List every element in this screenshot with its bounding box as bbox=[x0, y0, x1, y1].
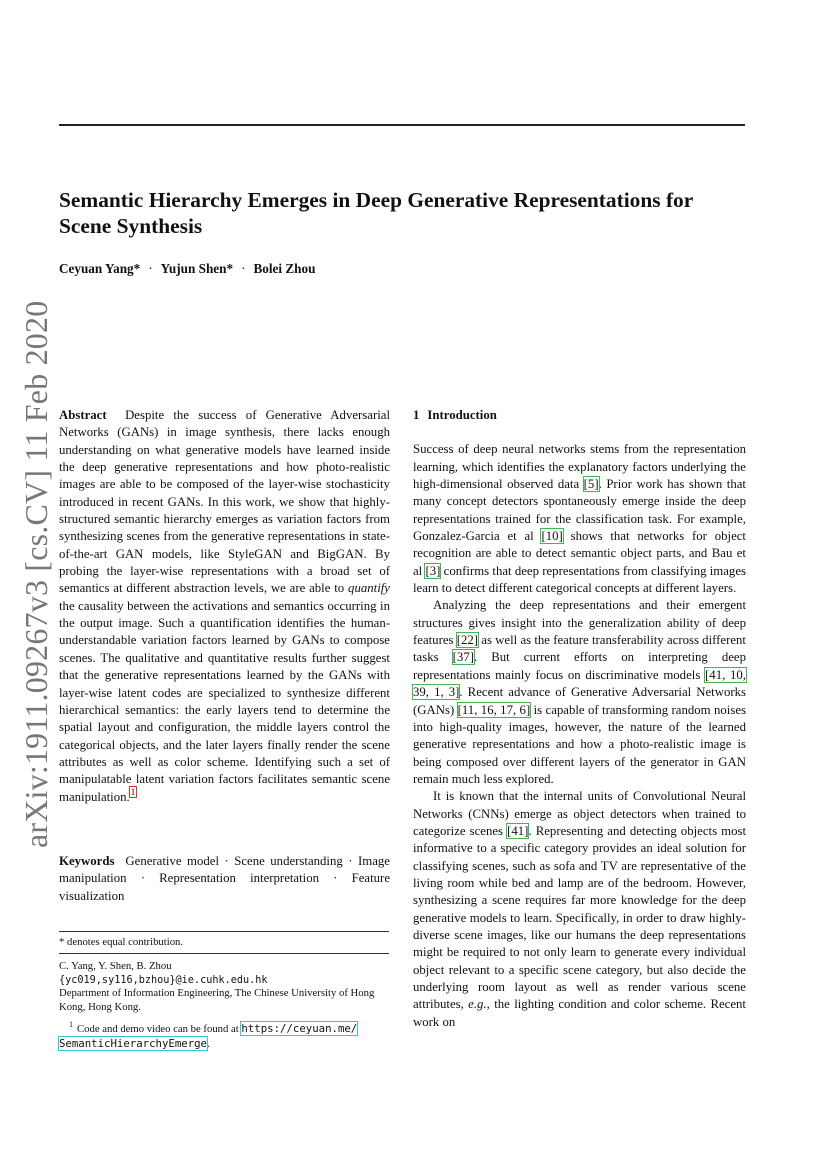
footnote-number: 1 bbox=[69, 1020, 73, 1030]
abstract-heading: Abstract bbox=[59, 408, 107, 422]
paragraph-emphasis: e.g. bbox=[468, 997, 487, 1012]
footnote-text: . bbox=[207, 1037, 210, 1050]
paragraph-text: , the lighting condition and color scheme. Recent work on bbox=[413, 997, 746, 1029]
footnote-marker[interactable]: 1 bbox=[130, 787, 136, 798]
keywords bbox=[59, 853, 390, 905]
citation-link[interactable]: [41] bbox=[507, 823, 529, 838]
citation-link[interactable]: [3] bbox=[425, 563, 441, 578]
author-names: C. Yang, Y. Shen, B. Zhou bbox=[59, 960, 172, 972]
keywords-text: Generative model · Scene understanding · Image manipulation · Representation interpretation · Feature visualization bbox=[59, 854, 390, 903]
paragraph-text: Analyzing the deep representations and their emergent structures gives insight into the generalization ability of deep features bbox=[413, 598, 746, 648]
author-name: Ceyuan Yang* bbox=[59, 261, 141, 276]
paragraph bbox=[413, 788, 746, 1031]
citation-link[interactable]: [11, 16, 17, 6] bbox=[457, 702, 531, 717]
code-url-link[interactable]: https://ceyuan.me/ bbox=[241, 1022, 358, 1035]
paragraph-text: is capable of transforming random noises into high-quality images, however, the nature of the learned generative representations and how a photo-realistic image is being composed over different layers of the generator in GAN remain much less explored. bbox=[413, 702, 746, 786]
abstract-text: Despite the success of Generative Adversarial Networks (GANs) in image synthesis, there lacks enough understanding on what generative models have learned inside the deep generative representations and how photo-realistic images are able to be composed of the layer-wise stochasticity introduced in recent GANs. In this work, we show that highly-structured semantic hierarchy emerges as variation factors from synthesizing scenes from the generative representations in state-of-the-art GAN models, like StyleGAN and BigGAN. By probing the layer-wise representations with a broad set of semantics at different abstraction levels, we are able to bbox=[59, 408, 391, 596]
affiliation: Department of Information Engineering, The Chinese University of Hong Kong, Hong Kong. bbox=[59, 987, 375, 1013]
paragraph bbox=[413, 597, 746, 788]
footnote-code-link bbox=[59, 1022, 390, 1051]
top-rule bbox=[59, 124, 745, 126]
abstract-emphasis: quantify bbox=[348, 581, 390, 596]
code-url-link[interactable]: SemanticHierarchyEmerge bbox=[59, 1036, 207, 1050]
author-separator: · bbox=[148, 261, 153, 276]
author-emails: {yc019,sy116,bzhou}@ie.cuhk.edu.hk bbox=[59, 974, 268, 986]
paragraph-text: . But current efforts on interpreting deep representations mainly focus on discriminative models bbox=[413, 650, 747, 682]
keywords-heading: Keywords bbox=[59, 854, 115, 868]
paragraph-text: . Prior work has shown that many concept detectors spontaneously emerge inside the deep representations trained for the classification task. For example, Gonzalez-Garcia et al bbox=[413, 477, 746, 544]
citation-link[interactable]: [41, 10, 39, 1, 3] bbox=[413, 667, 747, 700]
paragraph-text: Success of deep neural networks stems from the representation learning, which identifies the explanatory factors underlying the high-dimensional observed data bbox=[413, 442, 746, 492]
abstract-text: the causality between the activations and semantics occurring in the output image. Such a quantification identifies the human-understandable variation factors learned by GANs to compose scenes. The qualitative and quantitative results further suggest that the generative representations learned by the GANs with layer-wise latent codes are specialized to synthesize different hierarchical semantics: the early layers tend to determine the spatial layout and configuration, the middle layers control the categorical objects, and the later layers finally render the scene attributes as well as color scheme. Identifying such a set of manipulatable latent variation factors facilitates semantic scene manipulation. bbox=[59, 598, 390, 804]
introduction-section bbox=[413, 407, 746, 1031]
paper-title: Semantic Hierarchy Emerges in Deep Generative Representations for Scene Synthesis bbox=[59, 188, 693, 238]
footnote-rule bbox=[59, 931, 389, 932]
paragraph-text: . Recent advance of Generative Adversarial Networks (GANs) bbox=[413, 685, 747, 717]
paragraph-text: as well as the feature transferability across different tasks bbox=[413, 633, 746, 665]
author-name: Yujun Shen* bbox=[160, 261, 234, 276]
author-separator: · bbox=[241, 261, 246, 276]
citation-link[interactable]: [10] bbox=[541, 529, 563, 544]
section-heading bbox=[413, 407, 746, 424]
abstract bbox=[59, 407, 390, 806]
footnote-equal-contribution: * denotes equal contribution. bbox=[59, 936, 184, 948]
citation-link[interactable]: [5] bbox=[583, 477, 599, 492]
author-affiliation-block bbox=[59, 960, 390, 1014]
section-number: 1 bbox=[413, 408, 420, 422]
arxiv-identifier: arXiv:1911.09267v3 [cs.CV] 11 Feb 2020 bbox=[18, 300, 54, 848]
citation-link[interactable]: [22] bbox=[456, 633, 479, 648]
author-name: Bolei Zhou bbox=[253, 261, 316, 276]
paragraph-text: It is known that the internal units of Convolutional Neural Networks (CNNs) emerge as object detectors when trained to categorize scenes bbox=[413, 789, 746, 838]
footnote-rule bbox=[59, 953, 389, 954]
paragraph-text: shows that networks for object recognition are able to detect semantic object parts, and Bau et al bbox=[413, 529, 746, 578]
paragraph-text: . Representing and detecting objects most informative to a specific category provides an ideal solution for classifying scenes, such as sofa and TV are representative of the living room while bed and lamp are of the bedroom. However, synthesizing a scene requires far more knowledge for the deep generative models to learn. Specifically, in order to draw highly-diverse scene images, like our humans the deep representations might be required to not only learn to generate every individual object relevant to a specific scene category, but also decide the underlying room layout as well as render various scene attributes, bbox=[413, 823, 746, 1012]
paragraph-text: confirms that deep representations from classifying images learn to detect different categorical concepts at different layers. bbox=[413, 563, 746, 596]
footnote-text: Code and demo video can be found at bbox=[77, 1023, 242, 1035]
section-title: Introduction bbox=[427, 408, 497, 422]
paragraph bbox=[413, 441, 746, 597]
citation-link[interactable]: [37] bbox=[452, 650, 474, 665]
author-list bbox=[59, 261, 315, 277]
